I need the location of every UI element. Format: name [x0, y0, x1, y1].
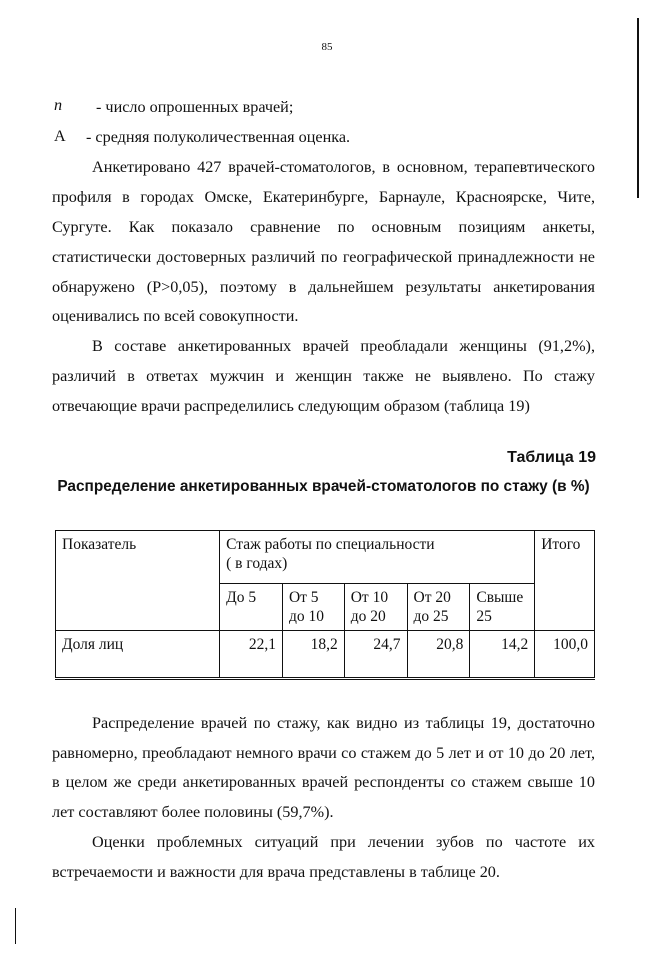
cell-value: 24,7: [344, 631, 407, 679]
paragraph-line: В составе анкетированных врачей преобладали женщины (91,2%),: [92, 337, 595, 355]
definition-symbol-n: n: [54, 96, 63, 114]
paragraph-line: Анкетировано 427 врачей-стоматологов, в основном, терапевтического: [92, 158, 595, 176]
paragraph-line: в целом же среди анкетированных врачей респонденты со стажем свыше 10: [52, 773, 595, 791]
paragraph-line: обнаружено (Р>0,05), поэтому в дальнейшем результаты анкетирования: [52, 278, 595, 296]
definition-symbol-a: А: [54, 127, 66, 145]
cell-value: 18,2: [282, 631, 344, 679]
paragraph-line: оценивались по всей совокупности.: [52, 307, 299, 325]
header-experience-group: Стаж работы по специальности ( в годах): [220, 531, 535, 584]
paragraph-line: Оценки проблемных ситуаций при лечении зубов по частоте их: [92, 833, 595, 851]
definition-text-n: - число опрошенных врачей;: [96, 98, 294, 116]
header-range: От 20 до 25: [407, 584, 470, 631]
definition-text-a: - средняя полуколичественная оценка.: [86, 128, 351, 146]
cell-value: 20,8: [407, 631, 470, 679]
header-total: Итого: [535, 531, 595, 631]
header-range: От 5 до 10: [282, 584, 344, 631]
row-label: Доля лиц: [56, 631, 220, 679]
table-caption: Распределение анкетированных врачей-стоматологов по стажу (в %): [57, 478, 590, 495]
header-range: Свыше 25: [470, 584, 535, 631]
paragraph-line: встречаемости и важности для врача представлены в таблице 20.: [52, 863, 500, 881]
paragraph-line: профиля в городах Омске, Екатеринбурге, Барнауле, Красноярске, Чите,: [52, 188, 595, 206]
paragraph-line: различий в ответах мужчин и женщин также не выявлено. По стажу: [52, 367, 595, 385]
header-indicator: Показатель: [56, 531, 220, 631]
paragraph-line: равномерно, преобладают немного врачи со стажем до 5 лет и от 10 до 20 лет,: [52, 744, 595, 762]
header-range: До 5: [220, 584, 283, 631]
paragraph-line: Распределение врачей по стажу, как видно из таблицы 19, достаточно: [92, 714, 595, 732]
paragraph-line: статистически достоверных различий по географической принадлежности не: [52, 248, 595, 266]
paragraph-line: отвечающие врачи распределились следующим образом (таблица 19): [52, 397, 530, 415]
page-number: 85: [321, 41, 333, 53]
cell-total: 100,0: [535, 631, 595, 679]
table-row: [56, 631, 595, 679]
scan-edge-line: [637, 18, 639, 198]
cell-value: 22,1: [220, 631, 283, 679]
cell-value: 14,2: [470, 631, 535, 679]
data-table: [55, 530, 595, 680]
paragraph-line: лет составляют более половины (59,7%).: [52, 803, 334, 821]
paragraph-line: Сургуте. Как показало сравнение по основным позициям анкеты,: [52, 218, 595, 236]
header-range: От 10 до 20: [344, 584, 407, 631]
table-label: Таблица 19: [507, 449, 596, 466]
scan-edge-mark: [15, 908, 16, 944]
